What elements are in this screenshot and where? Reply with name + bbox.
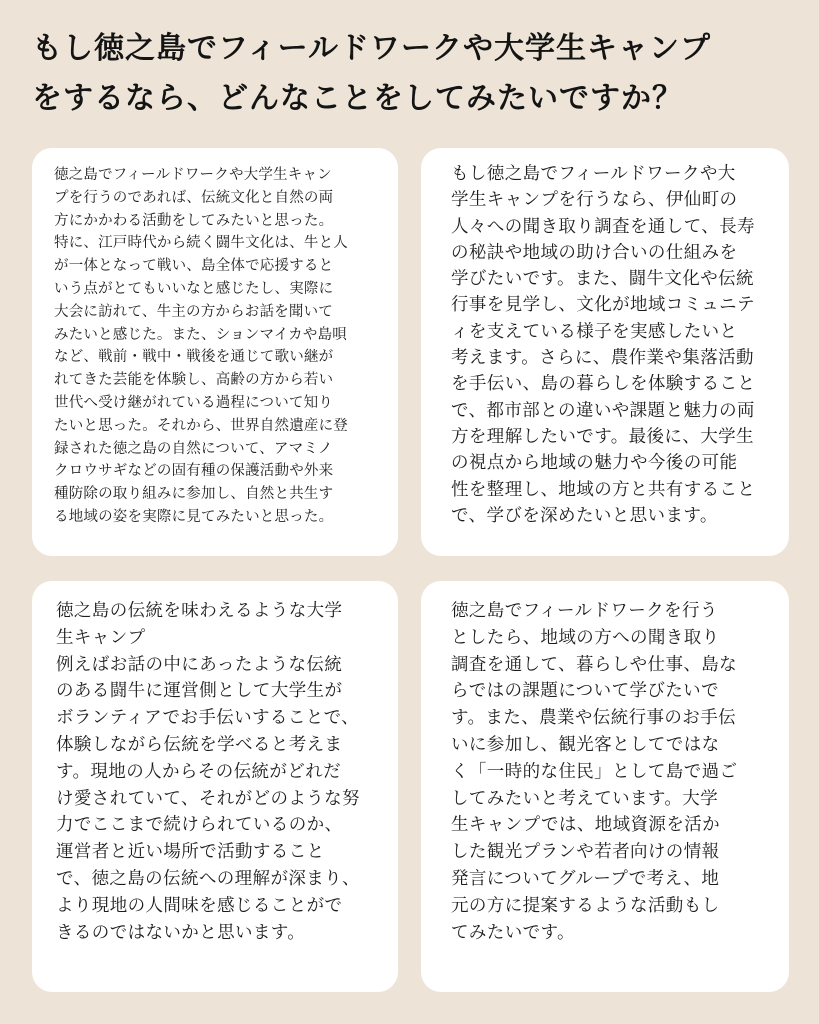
card-text-line: 元の方に提案するような活動もし [451, 895, 720, 916]
title-line: をするなら、どんなことをしてみたいですか？ [32, 81, 683, 116]
card-text-line: 行事を見学し、文化が地域コミュニテ [451, 295, 755, 316]
card-text-line: クロウサギなどの固有種の保護活動や外来 [54, 463, 334, 480]
card-text-line: す。また、農業や伝統行事のお手伝 [451, 708, 736, 729]
card-text-line: した観光プランや若者向けの情報 [451, 842, 720, 863]
page-title [32, 24, 792, 124]
card-text-line: れてきた芸能を体験し、高齢の方から若い [54, 372, 334, 389]
card-text-line: 学びたいです。また、闘牛文化や伝統 [451, 269, 754, 290]
card-text-line: としたら、地域の方への聞き取り [451, 627, 720, 648]
card-text-line: の秘訣や地域の助け合いの仕組みを [451, 242, 738, 263]
card-text-line: で、学びを深めたいと思います。 [451, 505, 718, 526]
card-text-line: より現地の人間味を感じることがで [56, 895, 343, 916]
card-text-line: る地域の姿を実際に見てみたいと思った。 [54, 508, 334, 525]
card-text-line: プを行うのであれば、伝統文化と自然の両 [54, 189, 334, 206]
title-line: もし徳之島でフィールドワークや大学生キャンプ [32, 31, 711, 66]
card-text-line: きるのではないかと思います。 [56, 922, 306, 943]
card-text-line: 運営者と近い場所で活動すること [56, 842, 325, 863]
card-text-line: ボランティアでお手伝いすることで、 [56, 708, 360, 729]
answer-card-2 [421, 148, 789, 556]
card-text-line: 例えばお話の中にあったような伝統 [56, 654, 343, 675]
card-text-line: で、徳之島の伝統への理解が深まり、 [56, 868, 360, 889]
card-text-line: く「一時的な住民」として島で過ご [451, 761, 738, 782]
answer-card-4 [421, 581, 789, 992]
answer-card-1 [32, 148, 398, 556]
card-text-line: もし徳之島でフィールドワークや大 [451, 164, 736, 184]
card-text-line: 種防除の取り組みに参加し、自然と共生す [54, 486, 334, 503]
card-text-line: 大会に訪れて、牛主の方からお話を聞いて [54, 303, 334, 320]
card-text-line: のある闘牛に運営側として大学生が [56, 681, 343, 702]
card-text-line: 考えます。さらに、農作業や集落活動 [451, 348, 754, 369]
card-text-line: 特に、江戸時代から続く闘牛文化は、牛と人 [54, 235, 348, 252]
answer-card-3 [32, 581, 398, 992]
card-text-line: いう点がとてもいいなと感じたし、実際に [54, 280, 334, 297]
card-text-line: 発言についてグループで考え、地 [451, 868, 720, 889]
card-text-line: 生キャンプでは、地域資源を活か [451, 815, 721, 836]
card-text-line: してみたいと考えています。大学 [451, 788, 719, 809]
card-text-line: す。現地の人からその伝統がどれだ [56, 761, 341, 782]
card-text-line: いに参加し、観光客としてではな [451, 734, 720, 755]
card-text-line: 性を整理し、地域の方と共有すること [451, 479, 756, 500]
card-text-line: 調査を通して、暮らしや仕事、島な [451, 654, 738, 675]
card-text-line: らではの課題について学びたいで [451, 681, 719, 702]
card-text-line: け愛されていて、それがどのような努 [56, 788, 360, 809]
card-text-line: たいと思った。それから、世界自然遺産に登 [54, 417, 348, 434]
card-text-line: 徳之島でフィールドワークや大学生キャン [54, 167, 332, 183]
card-text-line: 人々への聞き取り調査を通して、長寿 [451, 216, 755, 237]
card-text-line: 生キャンプ [56, 627, 146, 648]
card-text-line: 録された徳之島の自然について、アマミノ [54, 440, 333, 457]
card-text-line: など、戦前・戦中・戦後を通じて歌い継が [54, 349, 334, 366]
card-text-line: 方を理解したいです。最後に、大学生 [451, 426, 754, 447]
card-text-line: てみたいです。 [451, 922, 575, 943]
card-text-line: を手伝い、島の暮らしを体験すること [451, 374, 756, 395]
card-text-line: ィを支えている様子を実感したいと [451, 321, 738, 342]
card-text-line: 体験しながら伝統を学べると考えま [56, 734, 343, 755]
card-text-line: 徳之島でフィールドワークを行う [451, 601, 718, 621]
card-text-line: が一体となって戦い、島全体で応援すると [54, 258, 334, 275]
card-text-line: 徳之島の伝統を味わえるような大学 [56, 601, 343, 621]
card-text-line: みたいと感じた。また、ションマイカや島唄 [54, 326, 347, 343]
card-text-line: の視点から地域の魅力や今後の可能 [451, 453, 738, 474]
card-text-line: 世代へ受け継がれている過程について知り [54, 394, 334, 411]
card-text-line: 力でここまで続けられているのか、 [56, 815, 343, 836]
card-text-line: 学生キャンプを行うなら、伊仙町の [451, 190, 738, 211]
card-text-line: で、都市部との違いや課題と魅力の両 [451, 400, 755, 421]
card-text-line: 方にかかわる活動をしてみたいと思った。 [54, 212, 334, 229]
